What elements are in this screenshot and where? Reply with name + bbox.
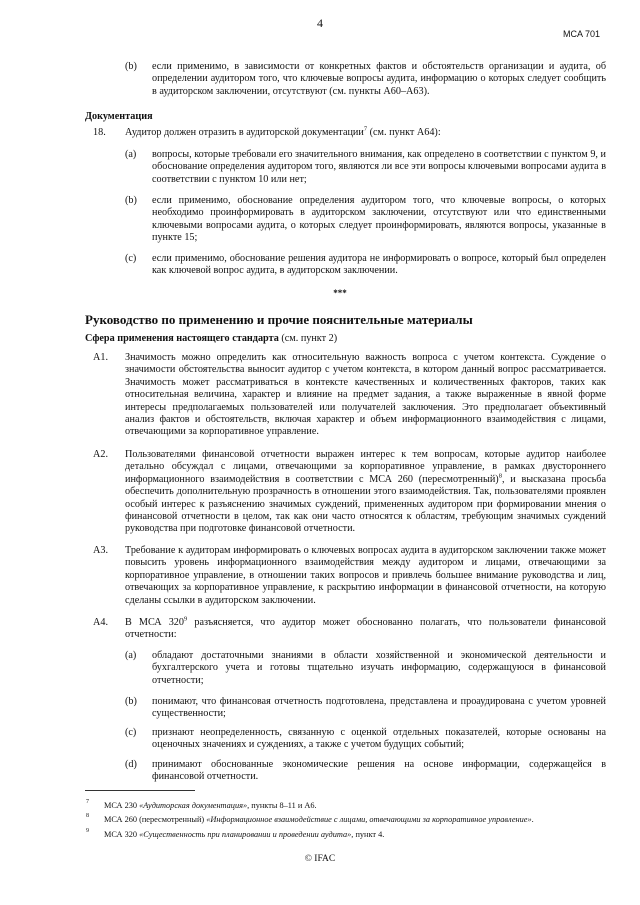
list-item: признают неопределенность, связанную с оценкой отдельных показателей, которые основаны на оценочных значениях и суждениях, а также с учетом будущих событий;	[152, 727, 606, 751]
separator: ***	[333, 288, 347, 298]
list-item: если применимо, обоснование определения аудитором того, что ключевые вопросы, о которых необходимо проинформировать в аудиторском заключении, отсутствуют или что единственными ключевыми вопросами аудита, о которых следует проинформировать, являются вопросы, указанные в пункте 15;	[152, 195, 606, 244]
paragraph-number: A1.	[93, 352, 108, 363]
footnote-ref: 9	[184, 615, 188, 623]
footnote-rule	[85, 790, 195, 791]
list-item: принимают обоснованные экономические решения на основе информации, содержащейся в финансовой отчетности.	[152, 759, 606, 783]
paragraph-A4	[125, 617, 606, 642]
list-item: обладают достаточными знаниями в области хозяйственной и экономической деятельности и бухгалтерского учета и готовы тщательно изучать информацию, содержащуюся в финансовой отчетности;	[152, 650, 606, 686]
footnote-text: МСА 260 (пересмотренный)	[104, 815, 207, 824]
paragraph-A2	[125, 449, 606, 536]
footnote-text: .	[531, 815, 534, 824]
item-label: (c)	[125, 253, 137, 264]
paragraph-number: A3.	[93, 545, 108, 556]
paragraph-text: Пользователями финансовой отчетности выражен интерес к тем вопросам, которые аудитор наиболее детально обсуждал с лицами, отвечающими за корпоративное управление, в рамках двустороннего информационного взаимодействия в соответствии с МСА 260 (пересмотренный)	[125, 449, 606, 485]
subheading	[85, 333, 337, 345]
paragraph-text: (см. пункт А64):	[367, 127, 441, 138]
footnote-ref: 7	[363, 125, 368, 133]
footnote	[104, 815, 604, 825]
footnote-title: «Аудиторская документация»	[139, 801, 248, 810]
footnote-number: 9	[86, 828, 89, 834]
footnote-ref: 8	[498, 472, 502, 480]
subheading-text: Сфера применения настоящего стандарта	[85, 333, 279, 344]
page-number: 4	[317, 16, 323, 30]
item-label: (c)	[125, 727, 137, 738]
paragraph-text: , и высказана просьба обеспечить дополнительную прозрачность в отношении этого взаимодействия. Так, пользователями проявлен особый интерес к разъяснению значимых суждений, примененных аудитором при формировании мнения о финансовой отчетности в целом, так как они часто относятся к областям, требующим значимых суждений руководства при подготовке финансовой отчетности.	[125, 473, 606, 535]
paragraph-number: A2.	[93, 449, 108, 460]
paragraph-text: Аудитор должен отразить в аудиторской документации	[125, 127, 364, 138]
footnote-text: , пункты 8–11 и А6.	[247, 801, 317, 810]
subheading-ref: (см. пункт 2)	[278, 333, 338, 344]
footnote-text: , пункт 4.	[351, 830, 385, 839]
list-item: понимают, что финансовая отчетность подготовлена, представлена и проаудирована с учетом уровней существенности;	[152, 696, 606, 720]
item-label: (b)	[125, 61, 137, 72]
footnote-title: «Существенность при планировании и проведении аудита»	[139, 830, 352, 839]
list-item: вопросы, которые требовали его значительного внимания, как определено в соответствии с пунктом 9, и обоснование определения аудитором того, являются ли все эти вопросы ключевыми вопросами аудита в соответствии с пунктом 10 или нет;	[152, 149, 606, 185]
section-title: Руководство по применению и прочие пояснительные материалы	[85, 312, 473, 327]
item-label: (b)	[125, 696, 137, 707]
item-label: (b)	[125, 195, 137, 206]
paragraph-18	[125, 127, 605, 139]
item-label: (a)	[125, 149, 137, 160]
footnote-number: 7	[86, 799, 89, 805]
paragraph-A1: Значимость можно определить как относительную важность вопроса с учетом контекста. Суждение о значимости обстоятельства выносит аудитор с учетом контекста, в котором данный вопрос рассматривается. Значимость может рассматриваться в контексте качественных и количественных факторов, таких как относительная величина, характер и влияние на предмет задания, а также выраженные в явной форме интересы предполагаемых пользователей или получателей заключения. Это предполагает объективный анализ фактов и обстоятельств, включая характер и объем информационного взаимодействия с лицами, отвечающими за корпоративное управление.	[125, 352, 606, 438]
footnote	[104, 801, 604, 811]
paragraph-number: 18.	[93, 127, 106, 138]
list-item: если применимо, обоснование решения аудитора не информировать о вопросе, который был определен как ключевой вопрос аудита, в аудиторском заключении.	[152, 253, 606, 277]
paragraph-text: если применимо, в зависимости от конкретных фактов и обстоятельств организации и аудита, об определении аудитором того, что ключевые вопросы аудита, информацию о которых следует сообщить в аудиторском заключении, отсутствуют (см. пункты A60–A63).	[152, 61, 606, 97]
item-label: (a)	[125, 650, 137, 661]
section-heading-documentation: Документация	[85, 111, 153, 122]
paragraph-A3: Требование к аудиторам информировать о ключевых вопросах аудита в аудиторском заключении также может повысить уровень информационного взаимодействия между аудитором и лицами, отвечающими за корпоративное управление, в отношении таких вопросов и привлечь большее внимание руководства и лиц, отвечающих за корпоративное управление, к раскрытию информации в финансовой отчетности, на которую сделаны ссылки в аудиторском заключении.	[125, 545, 606, 606]
paragraph-number: A4.	[93, 617, 108, 628]
footnote-text: МСА 230	[104, 801, 140, 810]
copyright: © IFAC	[304, 854, 336, 864]
standard-code: MCA 701	[562, 29, 600, 39]
footnote-title: «Информационное взаимодействие с лицами, отвечающими за корпоративное управление»	[206, 815, 532, 824]
paragraph-text: В МСА 320	[125, 617, 184, 628]
footnote-text: МСА 320	[104, 830, 140, 839]
item-label: (d)	[125, 759, 137, 770]
paragraph-text: разъясняется, что аудитор может обоснованно полагать, что пользователи финансовой отчетности:	[125, 617, 606, 641]
footnote	[104, 830, 604, 840]
footnote-number: 8	[86, 813, 89, 819]
